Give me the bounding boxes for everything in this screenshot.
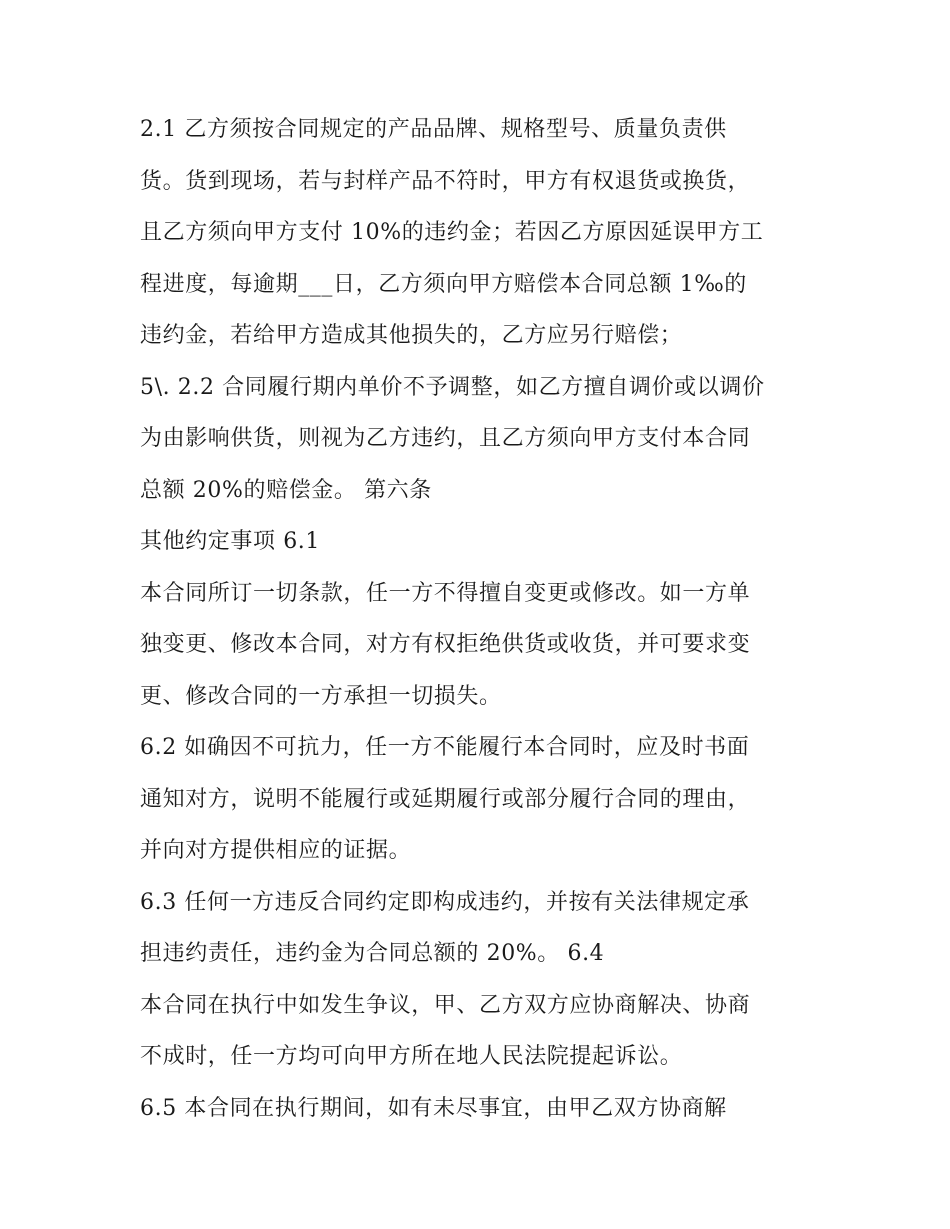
text-line: 为由影响供货，则视为乙方违约，且乙方须向甲方支付本合同 (140, 426, 751, 451)
text-line: 5\. 2.2 合同履行期内单价不予调整，如乙方擅自调价或以调价 (140, 374, 765, 400)
text-line: 2.1 乙方须按合同规定的产品品牌、规格型号、质量负责供 (140, 117, 727, 142)
text-line: 6.5 本合同在执行期间，如有未尽事宜，由甲乙双方协商解 (140, 1095, 727, 1121)
text-line: 违约金，若给甲方造成其他损失的，乙方应另行赔偿； (140, 323, 683, 348)
text-line: 本合同在执行中如发生争议，甲、乙方双方应协商解决、协商 (140, 992, 751, 1018)
text-line: 程进度，每逾期___日，乙方须向甲方赔偿本合同总额 1‰的 (140, 271, 747, 297)
text-line: 6.3 任何一方违反合同约定即构成违约，并按有关法律规定承 (140, 889, 750, 915)
text-line: 通知对方，说明不能履行或延期履行或部分履行合同的理由， (140, 786, 751, 812)
text-line: 不成时，任一方均可向甲方所在地人民法院提起诉讼。 (140, 1044, 683, 1069)
text-line: 独变更、修改本合同，对方有权拒绝供货或收货，并可要求变 (140, 632, 751, 657)
text-line: 本合同所订一切条款，任一方不得擅自变更或修改。如一方单 (140, 580, 751, 606)
contract-text-body (140, 108, 820, 1138)
text-line: 货。货到现场，若与封样产品不符时，甲方有权退货或换货， (140, 168, 751, 194)
text-line: 担违约责任，违约金为合同总额的 20%。 6.4 (140, 941, 605, 966)
text-line: 其他约定事项 6.1 (140, 529, 320, 554)
text-line: 更、修改合同的一方承担一切损失。 (140, 683, 502, 709)
text-line: 并向对方提供相应的证据。 (140, 838, 412, 863)
text-line: 6.2 如确因不可抗力，任一方不能履行本合同时，应及时书面 (140, 735, 750, 760)
text-line: 且乙方须向甲方支付 10%的违约金；若因乙方原因延误甲方工 (140, 220, 764, 245)
text-line: 总额 20%的赔偿金。 第六条 (140, 477, 432, 503)
